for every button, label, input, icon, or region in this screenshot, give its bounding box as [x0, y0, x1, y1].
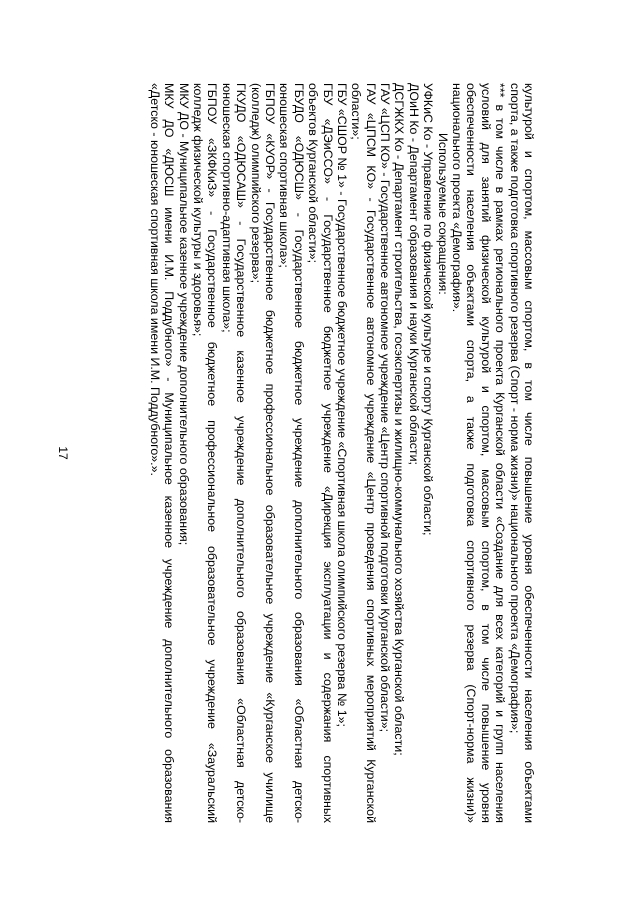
text-line: ГБПОУ «КУОР» - Государственное бюджетное профессиональное образовательное учреждение «Курганское училище: [262, 83, 277, 823]
text-line: ДСГЖКХ Ко - Департамент строительства, госэкспертизы и жилищно-коммунального хозяйства Курганской области;: [392, 83, 407, 756]
text-line: обеспеченности населения объектами спорта, а также подготовка спортивного резерва (Спорт-норма жизни)»: [464, 83, 479, 823]
text-line: (колледж) олимпийского резерва»;: [248, 83, 263, 284]
text-line: ДОиН Ко - Департамент образования и науки Курганской области;: [406, 83, 421, 465]
text-line: ГКУДО «ОДЮСАШ» - Государственное казенное учреждение дополнительного образования «Областная детско-: [234, 83, 249, 823]
text-line: спорта, а также подготовка спортивного резерва (Спорт - норма жизни)» национального проекта «Демография»;: [507, 83, 522, 734]
text-line: юношеская спортивно-адаптивная школа»;: [219, 83, 234, 333]
text-line: ГБУ «ДЭиССО» - Государственное бюджетное учреждение «Дирекция эксплуатации и содержания спортивных: [320, 83, 335, 823]
text-line: юношеская спортивная школа»;: [277, 83, 292, 268]
text-line: ГАУ «ЦПСМ КО» - Государственное автономное учреждение «Центр проведения спортивных мероприятий Курганской: [363, 83, 378, 823]
page-number: 17: [56, 446, 70, 460]
text-line: колледж физической культуры и здоровья»;: [191, 83, 206, 337]
text-line: *** в том числе в рамках регионального проекта Курганской области «Создание для всех категорий и групп населения: [493, 83, 508, 823]
text-line: УФКиС Ко - Управление по физической культуре и спорту Курганской области;: [421, 83, 436, 536]
text-line: национального проекта «Демография».: [450, 83, 465, 313]
text-line: МКУ ДО - Муниципальное казенное учреждение дополнительного образования;: [176, 83, 191, 546]
text-line: ГБПОУ «ЗКФКиЗ» - Государственное бюджетное профессиональное образовательное учреждение «Зауральский: [205, 83, 220, 823]
rotated-text-block: [104, 83, 536, 823]
text-line: ГАУ «ЦСП КО» - Государственное автономное учреждение «Центр спортивной подготовки Курганской области»;: [378, 83, 393, 733]
text-line: ГБУДО «ОДЮСШ» - Государственное бюджетное учреждение дополнительного образования «Областная детско-: [291, 83, 306, 823]
text-line: культурой и спортом, массовым спортом, в том числе повышение уровня обеспеченности населения объектами: [522, 83, 536, 823]
text-line: МКУ ДО «ДЮСШ имени И.М. Поддубного» - Муниципальное казенное учреждение дополнительного образования: [162, 83, 177, 823]
text-line: Используемые сокращения:: [435, 133, 450, 295]
text-line: объектов Курганской области»;: [306, 83, 321, 264]
text-line: ГБУ «СШОР № 1» - Государственное бюджетное учреждение «Спортивная школа олимпийского резерва № 1»;: [334, 83, 349, 727]
text-line: условий для занятий физической культурой и спортом, массовым спортом, в том числе повышение уровня: [478, 83, 493, 823]
text-line: области»;: [349, 83, 364, 140]
text-line: «Детско - юношеская спортивная школа имени И.М. Поддубного».».: [147, 83, 162, 476]
